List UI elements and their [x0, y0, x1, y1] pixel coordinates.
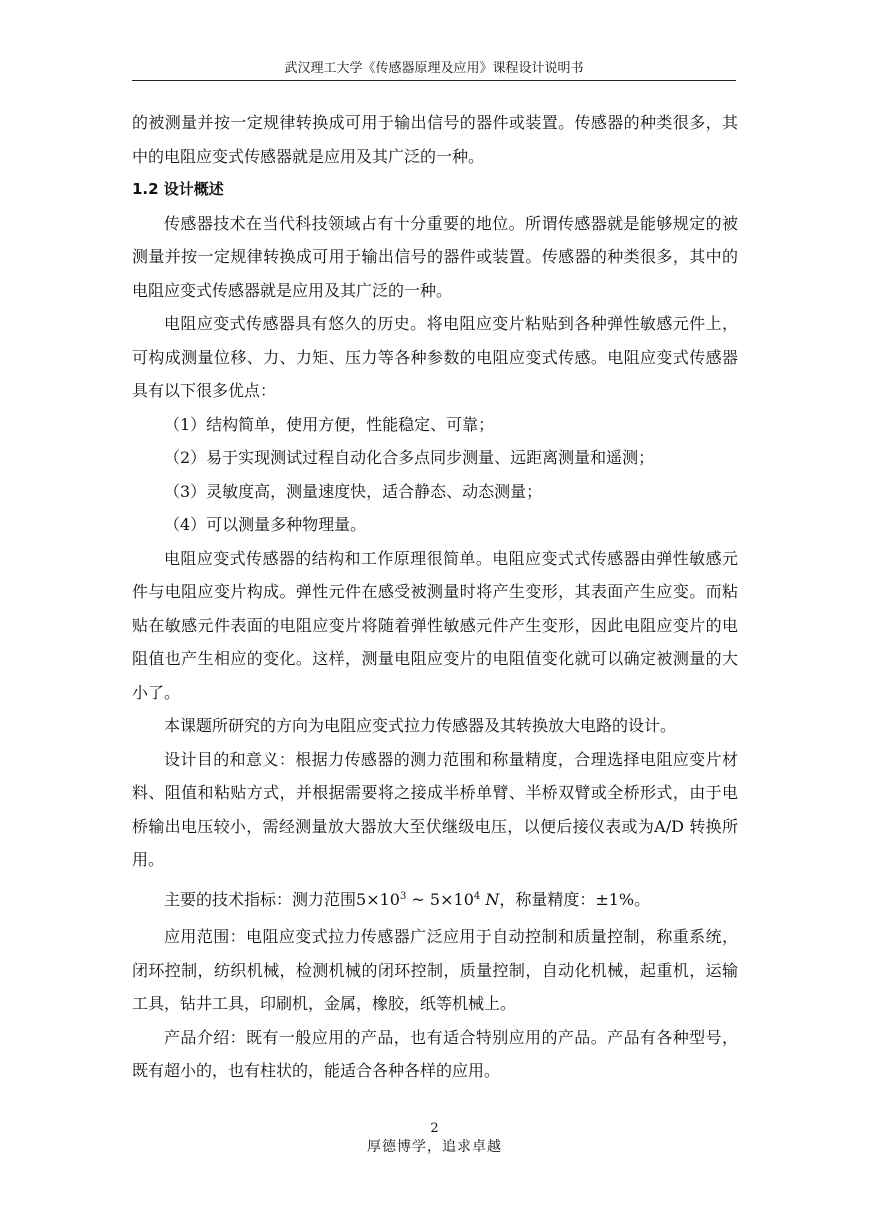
range-high-coefficient: 5×10: [429, 889, 474, 909]
paragraph-research-direction: 本课题所研究的方向为电阻应变式拉力传感器及其转换放大电路的设计。: [164, 716, 677, 735]
document-body: [132, 106, 738, 1088]
paragraph-technical-specs: [132, 883, 738, 917]
running-header: 武汉理工大学《传感器原理及应用》课程设计说明书: [284, 61, 584, 76]
advantage-item-2: （2）易于实现测试过程自动化合多点同步测量、远距离测量和遥测；: [164, 448, 655, 467]
force-unit: N: [485, 889, 500, 909]
paragraph-sensor-technology: 传感器技术在当代科技领域占有十分重要的地位。所谓传感器就是能够规定的被测量并按一定规律转换成可用于输出信号的器件或装置。传感器的种类很多，其中的电阻应变式传感器就是应用及其广泛的一种。: [132, 213, 738, 300]
footer-motto: 厚德博学，追求卓越: [367, 1139, 502, 1155]
advantage-item-3: （3）灵敏度高，测量速度快，适合静态、动态测量；: [164, 481, 543, 501]
range-separator: ~: [406, 889, 430, 909]
page-number: 2: [430, 1121, 439, 1136]
spec-label: 主要的技术指标：测力范围: [164, 889, 357, 909]
range-high-exponent: 4: [473, 890, 481, 902]
paragraph-working-principle: 电阻应变式传感器的结构和工作原理很简单。电阻应变式式传感器由弹性敏感元件与电阻应变片构成。弹性元件在感受被测量时将产生变形，其表面产生应变。而粘贴在敏感元件表面的电阻应变片将随着弹性敏感元件产生变形，因此电阻应变片的电阻值也产生相应的变化。这样，测量电阻应变片的电阻值变化就可以确定被测量的大小了。: [132, 548, 738, 702]
paragraph-design-purpose: 设计目的和意义：根据力传感器的测力范围和称量精度，合理选择电阻应变片材料、阻值和粘贴方式，并根据需要将之接成半桥单臂、半桥双臂或全桥形式，由于电桥输出电压较小，需经测量放大器放大至伏继级电压，以便后接仪表或为A/D 转换所用。: [132, 749, 738, 869]
advantage-item-1: （1）结构简单，使用方便，性能稳定、可靠；: [164, 414, 495, 434]
advantage-item-4: （4）可以测量多种物理量。: [164, 515, 367, 534]
section-heading: 1.2 设计概述: [132, 180, 224, 198]
header-divider: [132, 80, 736, 81]
continued-paragraph: 的被测量并按一定规律转换成可用于输出信号的器件或装置。传感器的种类很多，其中的电阻应变式传感器就是应用及其广泛的一种。: [132, 113, 738, 166]
paragraph-strain-sensor-history: 电阻应变式传感器具有悠久的历史。将电阻应变片粘贴到各种弹性敏感元件上，可构成测量位移、力、力矩、压力等各种参数的电阻应变式传感。电阻应变式传感器具有以下很多优点：: [132, 314, 738, 400]
range-low-exponent: 3: [399, 890, 407, 902]
range-low-coefficient: 5×10: [356, 889, 400, 909]
paragraph-product-intro: 产品介绍：既有一般应用的产品，也有适合特别应用的产品。产品有各种型号，既有超小的，也有柱状的，能适合各种各样的应用。: [132, 1027, 738, 1080]
paragraph-application-scope: 应用范围：电阻应变式拉力传感器广泛应用于自动控制和质量控制，称重系统，闭环控制，纺织机械，检测机械的闭环控制，质量控制，自动化机械，起重机，运输工具，钻井工具，印刷机，金属，橡胶，纸等机械上。: [132, 927, 738, 1013]
spec-suffix: ，称量精度：±1%。: [499, 889, 651, 909]
